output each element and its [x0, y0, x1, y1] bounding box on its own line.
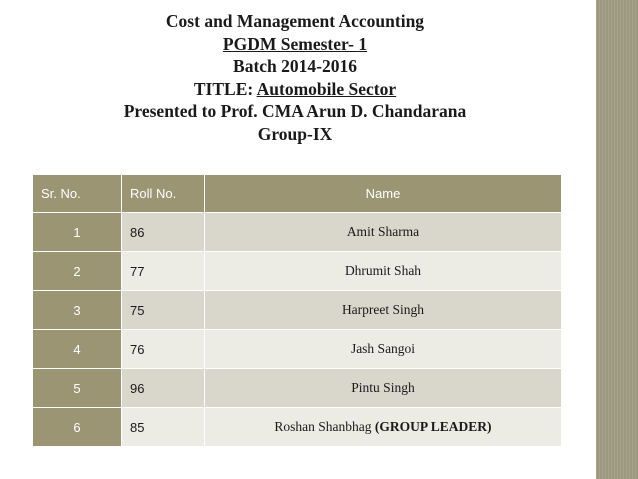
roll-no-cell: 76	[122, 330, 205, 369]
column-header-sr-no: Sr. No.	[33, 175, 122, 213]
roll-no-cell: 86	[122, 213, 205, 252]
sr-no-cell: 2	[33, 252, 122, 291]
table-row	[33, 408, 562, 447]
sr-no-cell: 6	[33, 408, 122, 447]
batch-line: Batch 2014-2016	[233, 56, 357, 76]
roll-no-cell: 75	[122, 291, 205, 330]
roll-no-cell: 96	[122, 369, 205, 408]
member-name: Roshan Shanbhag	[274, 419, 375, 434]
group-line: Group-IX	[257, 123, 333, 144]
decorative-side-bar	[596, 0, 638, 479]
presented-to-line: Presented to Prof. CMA Arun D. Chandarana	[123, 101, 467, 121]
sr-no-cell: 3	[33, 291, 122, 330]
sr-no-cell: 1	[33, 213, 122, 252]
column-header-roll-no: Roll No.	[122, 175, 205, 213]
member-name: Dhrumit Shah	[344, 263, 422, 278]
roll-no-cell: 85	[122, 408, 205, 447]
member-name: Pintu Singh	[351, 380, 415, 395]
member-name: Amit Sharma	[346, 224, 420, 239]
topic-prefix: TITLE:	[193, 78, 257, 99]
table-header-row	[33, 175, 562, 213]
group-leader-tag: (GROUP LEADER)	[374, 419, 492, 434]
table-row	[33, 291, 562, 330]
name-cell	[205, 213, 562, 252]
topic-line	[60, 78, 530, 101]
member-name: Jash Sangoi	[350, 341, 416, 356]
course-title: Cost and Management Accounting	[165, 11, 425, 31]
table-row	[33, 213, 562, 252]
name-cell	[205, 252, 562, 291]
column-header-name: Name	[205, 175, 562, 213]
table-row	[33, 252, 562, 291]
table-row	[33, 369, 562, 408]
name-cell	[205, 369, 562, 408]
sr-no-cell: 5	[33, 369, 122, 408]
semester-line: PGDM Semester- 1	[222, 33, 368, 54]
sr-no-cell: 4	[33, 330, 122, 369]
table-row	[33, 330, 562, 369]
title-block	[60, 10, 530, 145]
name-cell	[205, 330, 562, 369]
topic-value: Automobile Sector	[256, 78, 397, 99]
member-name: Harpreet Singh	[341, 302, 425, 317]
name-cell	[205, 291, 562, 330]
roll-no-cell: 77	[122, 252, 205, 291]
member-table	[32, 174, 562, 447]
name-cell	[205, 408, 562, 447]
